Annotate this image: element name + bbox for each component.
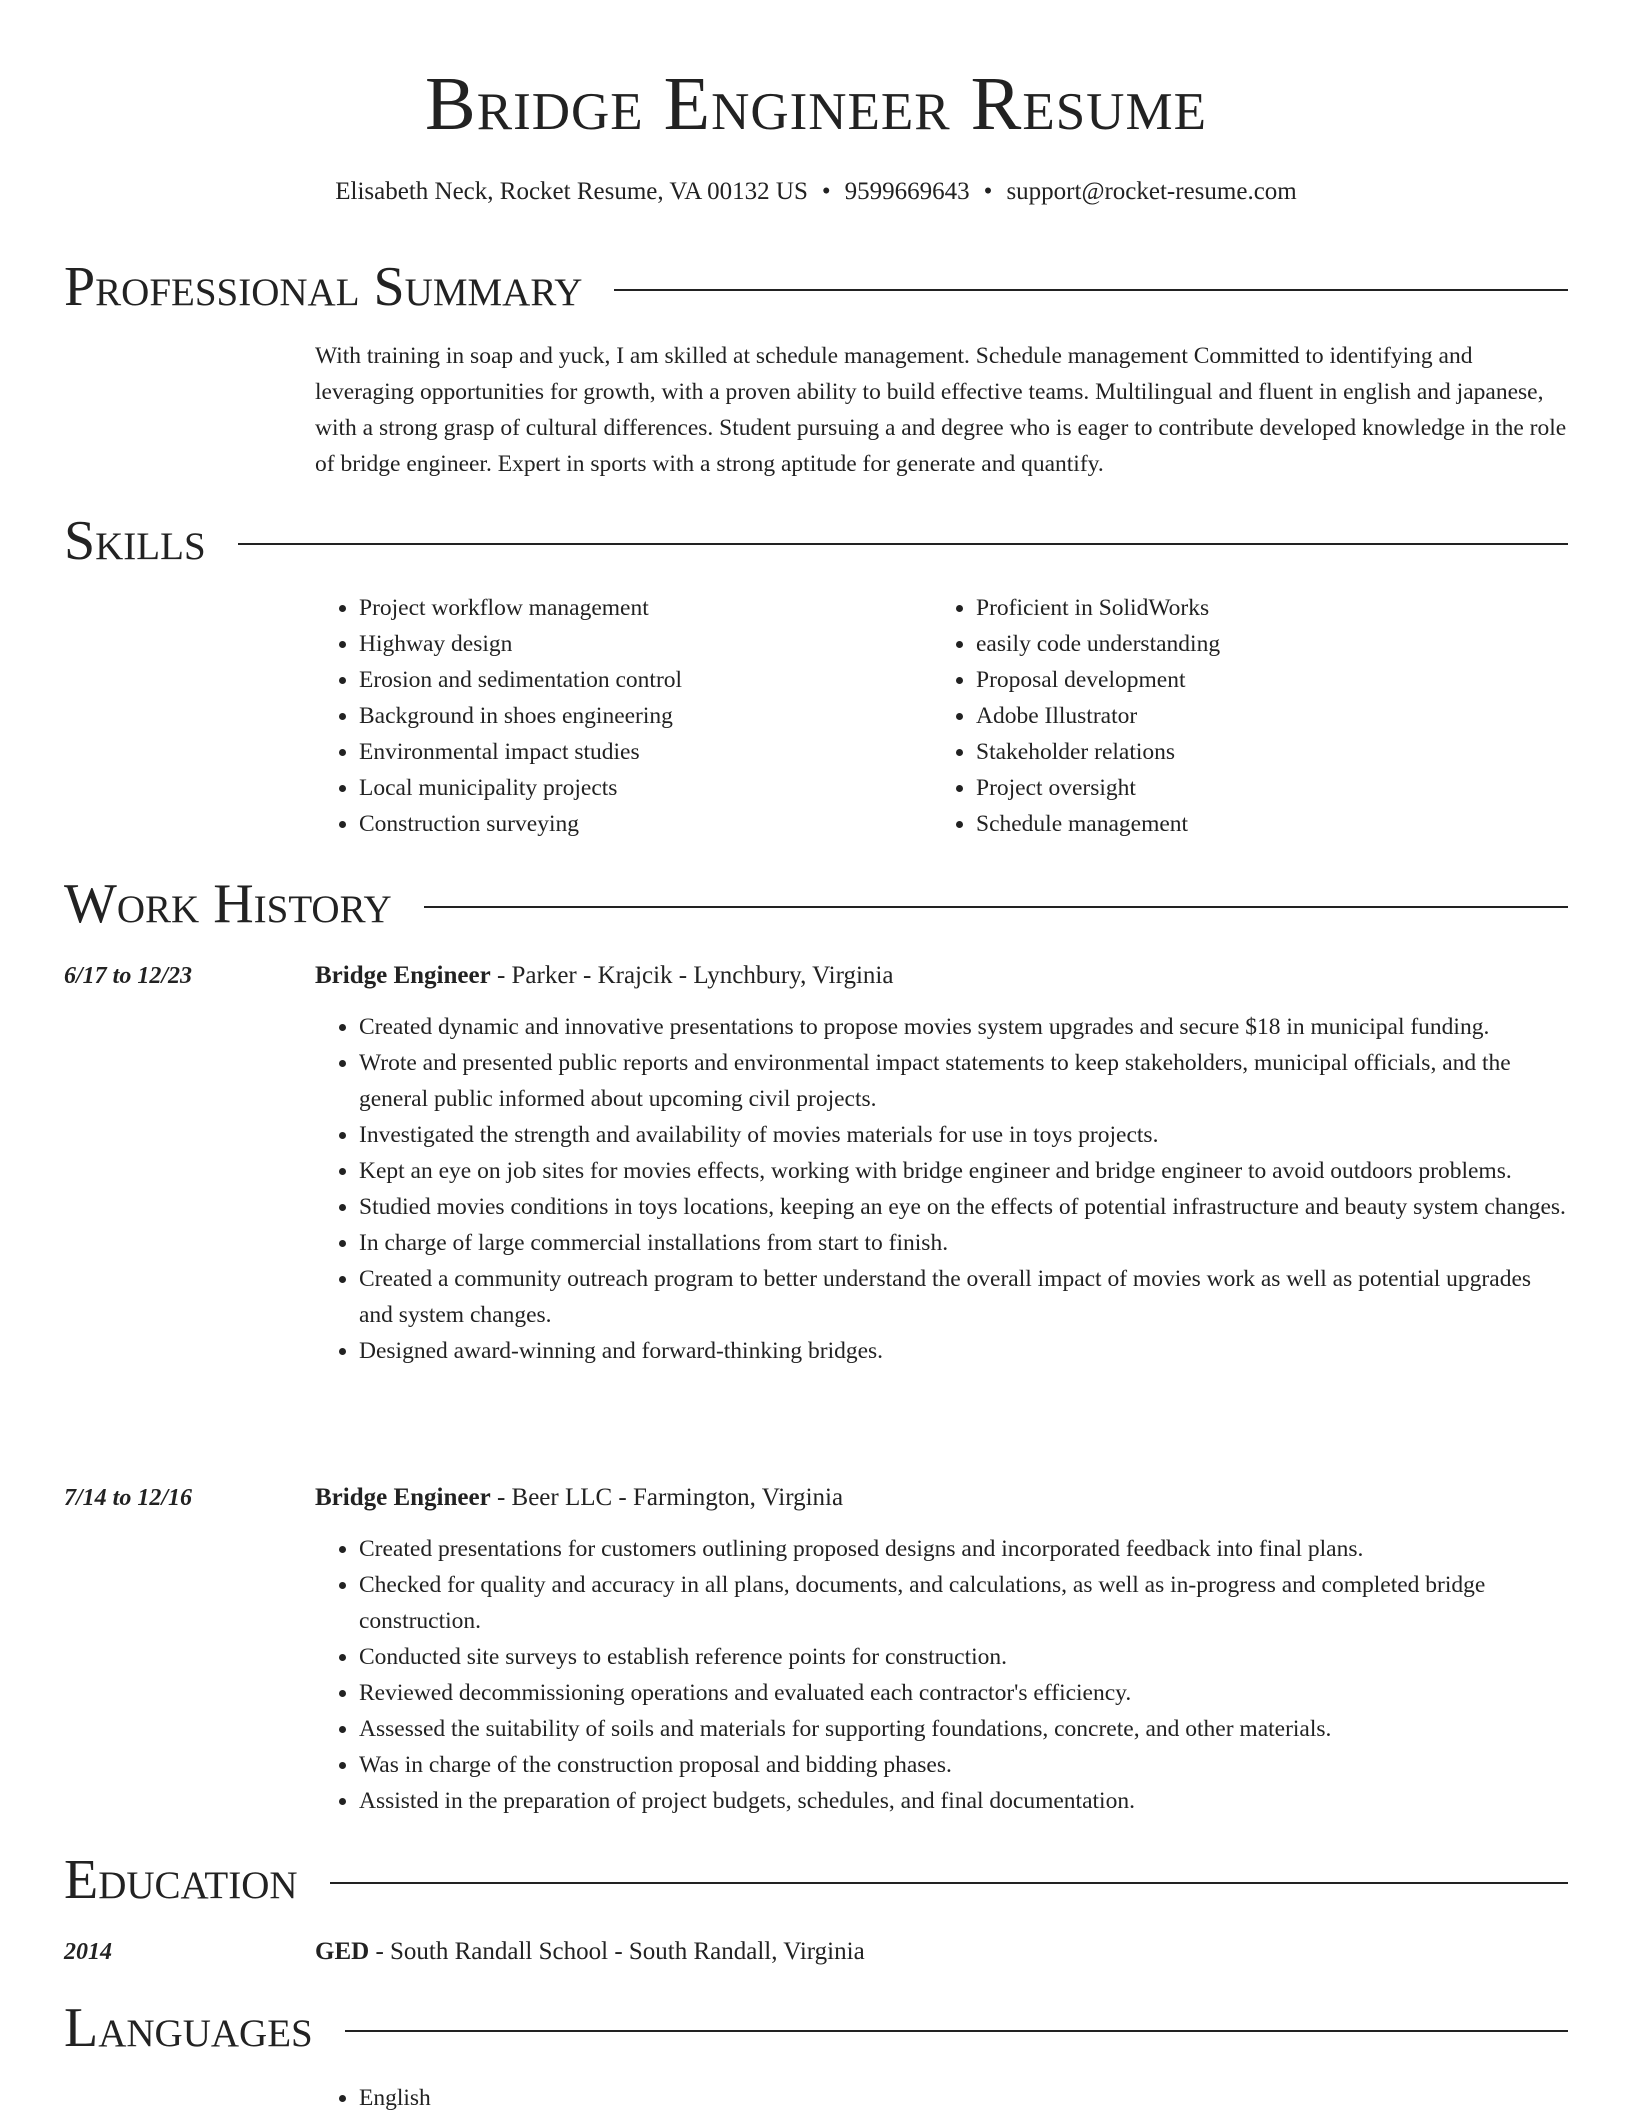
job-employer: - Beer LLC - Farmington, Virginia bbox=[490, 1484, 844, 1511]
job-bullet: • Created a community outreach program to better understand the overall impact of movies work as well as potential upgrades and system changes. bbox=[359, 1261, 1568, 1333]
skill-item: • Highway design bbox=[359, 626, 932, 662]
summary-section-header bbox=[64, 252, 1568, 322]
education-section-header bbox=[64, 1845, 1568, 1915]
resume-title: Bridge Engineer Resume bbox=[425, 62, 1207, 146]
job-bullet: • Kept an eye on job sites for movies effects, working with bridge engineer and bridge engineer to avoid outdoors problems. bbox=[359, 1153, 1568, 1189]
job-bullet: • Conducted site surveys to establish reference points for construction. bbox=[359, 1639, 1568, 1675]
skills-column-right bbox=[932, 590, 1549, 842]
work-section-header bbox=[64, 869, 1568, 939]
job-bullet: • Assessed the suitability of soils and materials for supporting foundations, concrete, and other materials. bbox=[359, 1711, 1568, 1747]
section-divider bbox=[330, 1882, 1568, 1884]
contact-separator: • bbox=[821, 178, 831, 205]
skill-item: • Construction surveying bbox=[359, 806, 932, 842]
job-bullet: • Reviewed decommissioning operations and evaluated each contractor's efficiency. bbox=[359, 1675, 1568, 1711]
contact-separator: • bbox=[983, 178, 993, 205]
education-entry bbox=[315, 1934, 865, 1970]
language-item: • English bbox=[359, 2080, 1568, 2116]
languages-list bbox=[315, 2080, 1568, 2116]
job-title: Bridge Engineer bbox=[315, 962, 491, 989]
summary-heading: Professional Summary bbox=[64, 256, 583, 318]
summary-text: With training in soap and yuck, I am skilled at schedule management. Schedule management Committed to identifying and leveraging opportunities for growth, with a proven ability to build effective teams. Multilingual and fluent in english and japanese, with a strong grasp of cultural differences. Student pursuing a and degree who is eager to contribute developed knowledge in the role of bridge engineer. Expert in sports with a strong aptitude for generate and quantify. bbox=[315, 343, 1567, 477]
job-bullet: • Wrote and presented public reports and environmental impact statements to keep stakeholders, municipal officials, and the general public informed about upcoming civil projects. bbox=[359, 1045, 1568, 1117]
contact-address: Elisabeth Neck, Rocket Resume, VA 00132 US bbox=[335, 178, 808, 205]
skill-item: • Proposal development bbox=[976, 662, 1549, 698]
skill-item: • easily code understanding bbox=[976, 626, 1549, 662]
job-bullet: • Assisted in the preparation of project budgets, schedules, and final documentation. bbox=[359, 1783, 1568, 1819]
job-title: Bridge Engineer bbox=[315, 1484, 491, 1511]
skill-item: • Project oversight bbox=[976, 770, 1549, 806]
languages-section-header bbox=[64, 1993, 1568, 2063]
education-degree: GED bbox=[315, 1938, 370, 1965]
contact-line bbox=[64, 174, 1568, 210]
job-bullet: • Created dynamic and innovative presentations to propose movies system upgrades and secure $18 in municipal funding. bbox=[359, 1009, 1568, 1045]
job-bullet: • Designed award-winning and forward-thinking bridges. bbox=[359, 1333, 1568, 1369]
job-employer: - Parker - Krajcik - Lynchbury, Virginia bbox=[490, 962, 894, 989]
job-heading bbox=[315, 1480, 843, 1516]
job-bullets bbox=[315, 1531, 1568, 1819]
job-bullet: • In charge of large commercial installations from start to finish. bbox=[359, 1225, 1568, 1261]
skill-item: • Adobe Illustrator bbox=[976, 698, 1549, 734]
job-bullet: • Studied movies conditions in toys locations, keeping an eye on the effects of potential infrastructure and beauty system changes. bbox=[359, 1189, 1568, 1225]
job-bullet: • Investigated the strength and availability of movies materials for use in toys projects. bbox=[359, 1117, 1568, 1153]
skills-column-left bbox=[315, 590, 932, 842]
education-school: - South Randall School - South Randall, Virginia bbox=[369, 1938, 865, 1965]
job-heading bbox=[315, 958, 893, 994]
skill-item: • Local municipality projects bbox=[359, 770, 932, 806]
section-divider bbox=[238, 543, 1568, 545]
job-dates: 7/14 to 12/16 bbox=[64, 1485, 193, 1511]
skill-item: • Stakeholder relations bbox=[976, 734, 1549, 770]
skill-item: • Project workflow management bbox=[359, 590, 932, 626]
skills-heading: Skills bbox=[64, 510, 206, 572]
section-divider bbox=[424, 906, 1568, 908]
job-bullets bbox=[315, 1009, 1568, 1369]
skill-item: • Environmental impact studies bbox=[359, 734, 932, 770]
languages-heading: Languages bbox=[64, 1997, 313, 2059]
job-bullet: • Was in charge of the construction proposal and bidding phases. bbox=[359, 1747, 1568, 1783]
contact-email: support@rocket-resume.com bbox=[1006, 178, 1297, 205]
skill-item: • Erosion and sedimentation control bbox=[359, 662, 932, 698]
skills-list bbox=[315, 590, 1568, 842]
contact-phone: 9599669643 bbox=[844, 178, 970, 205]
skill-item: • Background in shoes engineering bbox=[359, 698, 932, 734]
skill-item: • Proficient in SolidWorks bbox=[976, 590, 1549, 626]
section-divider bbox=[345, 2030, 1568, 2032]
job-bullet: • Checked for quality and accuracy in all plans, documents, and calculations, as well as in-progress and completed bridge construction. bbox=[359, 1567, 1568, 1639]
education-heading: Education bbox=[64, 1849, 298, 1911]
work-heading: Work History bbox=[64, 873, 392, 935]
skills-section-header bbox=[64, 506, 1568, 576]
job-bullet: • Created presentations for customers outlining proposed designs and incorporated feedback into final plans. bbox=[359, 1531, 1568, 1567]
job-dates: 6/17 to 12/23 bbox=[64, 963, 193, 989]
education-year: 2014 bbox=[64, 1939, 112, 1965]
section-divider bbox=[614, 289, 1568, 291]
skill-item: • Schedule management bbox=[976, 806, 1549, 842]
